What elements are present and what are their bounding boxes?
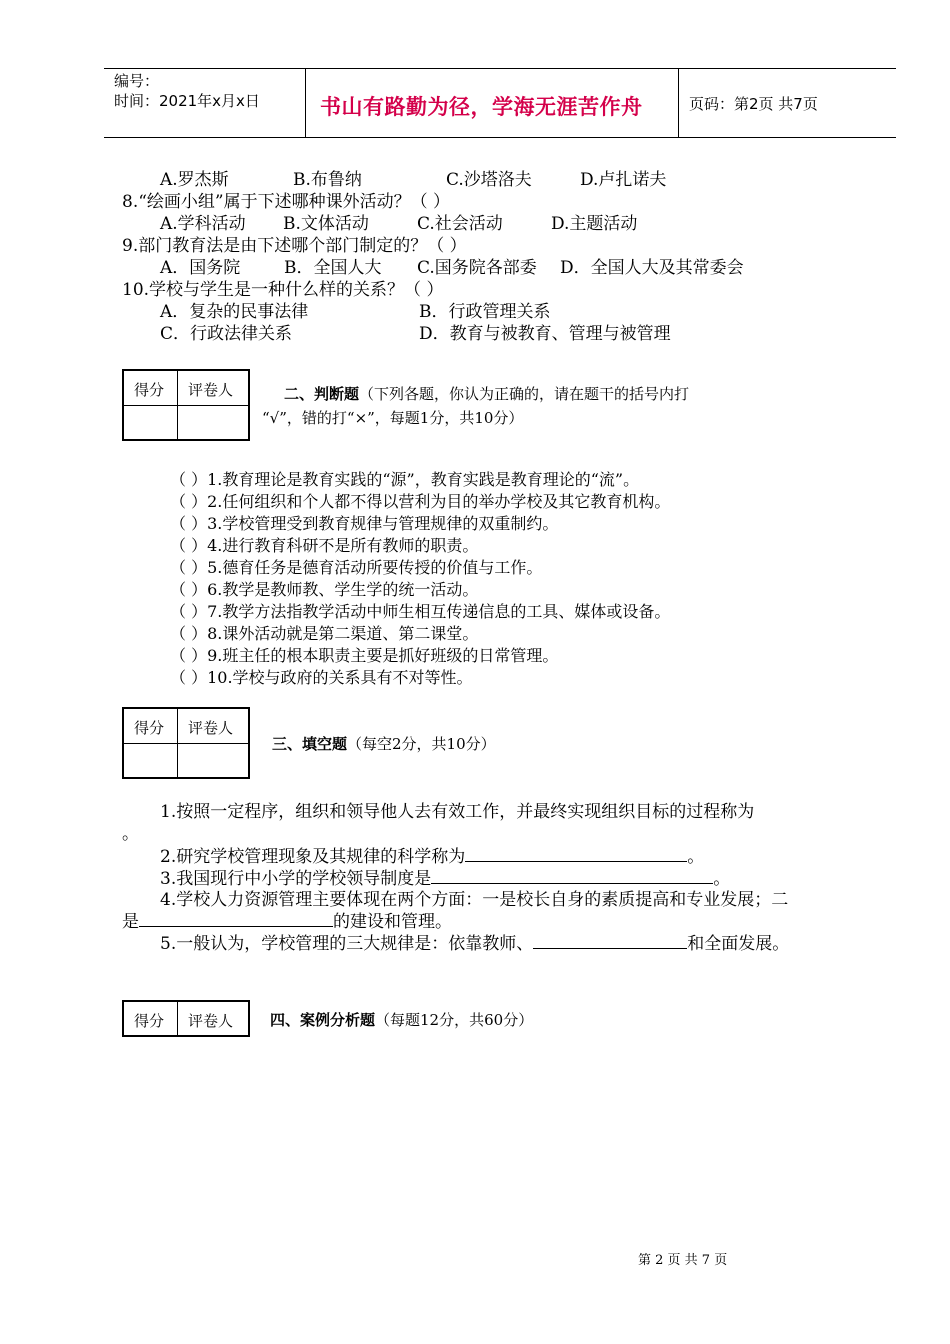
option: B．行政管理关系: [419, 302, 551, 322]
score-box: [122, 1000, 250, 1037]
section3-heading: [272, 733, 496, 755]
option: C．行政法律关系: [160, 324, 293, 344]
header-meta: [114, 71, 260, 111]
fill-item-2-text: 2.研究学校管理现象及其规律的科学称为: [160, 847, 466, 867]
header-divider: [305, 69, 306, 137]
true-false-item: （ ）10.学校与政府的关系具有不对等性。: [170, 668, 473, 687]
fill-item-1-end: 。: [122, 824, 139, 844]
true-false-item: （ ）2.任何组织和个人都不得以营利为目的举办学校及其它教育机构。: [170, 492, 671, 511]
true-false-item: （ ）3.学校管理受到教育规律与管理规律的双重制约。: [170, 514, 559, 533]
answer-blank[interactable]: [465, 846, 687, 862]
option: B.文体活动: [283, 214, 369, 234]
section3-title: 三、填空题: [272, 735, 348, 753]
page-footer: 第 2 页 共 7 页: [638, 1253, 728, 1268]
fill-item-1: 1.按照一定程序，组织和领导他人去有效工作，并最终实现组织目标的过程称为: [160, 802, 755, 822]
true-false-item: （ ）6.教学是教师教、学生学的统一活动。: [170, 580, 479, 599]
serial-label: 编号：: [114, 72, 160, 90]
score-label: 得分: [134, 381, 165, 399]
option: D.卢扎诺夫: [580, 170, 667, 190]
q8-stem: 8.“绘画小组”属于下述哪种课外活动？（ ）: [122, 192, 451, 212]
q10-stem: 10.学校与学生是一种什么样的关系？（ ）: [122, 280, 444, 300]
fill-item-4-cont: [122, 911, 452, 933]
option: D．全国人大及其常委会: [560, 258, 744, 278]
section4-note: （每题12分，共60分）: [375, 1011, 534, 1029]
time-label: 时间：2021年x月x日: [114, 92, 260, 110]
fill-item-5: [160, 933, 789, 955]
fill-item-4: 4.学校人力资源管理主要体现在两个方面：一是校长自身的素质提高和专业发展；二: [160, 890, 789, 910]
score-box-divider: [124, 743, 248, 744]
fill-item-2-end: 。: [687, 847, 705, 867]
score-box-divider: [124, 405, 248, 406]
fill-item-3: [160, 868, 730, 890]
option: B．全国人大: [284, 258, 382, 278]
option: A.罗杰斯: [160, 170, 229, 190]
grader-label: 评卷人: [188, 719, 234, 737]
fill-item-5-text: 5.一般认为，学校管理的三大规律是：依靠教师、: [160, 934, 534, 954]
grader-label: 评卷人: [188, 1012, 234, 1030]
option: A.学科活动: [160, 214, 246, 234]
section4-title: 四、案例分析题: [270, 1011, 376, 1029]
score-label: 得分: [134, 719, 165, 737]
section3-note: （每空2分，共10分）: [347, 735, 496, 753]
true-false-item: （ ）1.教育理论是教育实践的“源”，教育实践是教育理论的“流”。: [170, 470, 640, 489]
fill-item-2: [160, 846, 704, 868]
score-box-divider: [177, 1002, 178, 1035]
section2-title-line1: [284, 383, 689, 405]
fill-item-3-end: 。: [713, 869, 731, 889]
grader-label: 评卷人: [188, 381, 234, 399]
true-false-item: （ ）7.教学方法指教学活动中师生相互传递信息的工具、媒体或设备。: [170, 602, 671, 621]
section2-note-line2: “√”，错的打“×”，每题1分，共10分）: [262, 409, 524, 427]
fill-item-3-text: 3.我国现行中小学的学校领导制度是: [160, 869, 432, 889]
fill-item-4-end: 的建设和管理。: [333, 912, 452, 932]
option: D．教育与被教育、管理与被管理: [419, 324, 671, 344]
q9-stem: 9.部门教育法是由下述哪个部门制定的？（ ）: [122, 236, 467, 256]
section4-heading: [270, 1009, 533, 1031]
option: B.布鲁纳: [293, 170, 362, 190]
section2-title: 二、判断题: [284, 385, 360, 403]
score-box: [122, 707, 250, 779]
header-divider: [678, 69, 679, 137]
fill-item-4-text: 是: [122, 912, 139, 932]
option: C.国务院各部委: [417, 258, 537, 278]
score-label: 得分: [134, 1012, 165, 1030]
header-motto: 书山有路勤为径，学海无涯苦作舟: [320, 95, 643, 119]
fill-item-5-end: 和全面发展。: [687, 934, 790, 954]
answer-blank[interactable]: [431, 868, 713, 884]
true-false-item: （ ）5.德育任务是德育活动所要传授的价值与工作。: [170, 558, 543, 577]
true-false-item: （ ）4.进行教育科研不是所有教师的职责。: [170, 536, 479, 555]
option: C.社会活动: [417, 214, 503, 234]
answer-blank[interactable]: [533, 933, 687, 949]
header-page-label: 页码：第2页 共7页: [689, 95, 818, 113]
option: A．复杂的民事法律: [160, 302, 309, 322]
answer-blank[interactable]: [139, 911, 333, 927]
true-false-item: （ ）9.班主任的根本职责主要是抓好班级的日常管理。: [170, 646, 559, 665]
option: C.沙塔洛夫: [446, 170, 532, 190]
section2-note: （下列各题，你认为正确的，请在题干的括号内打: [359, 385, 690, 403]
document-header: [104, 68, 896, 138]
true-false-item: （ ）8.课外活动就是第二渠道、第二课堂。: [170, 624, 479, 643]
score-box: [122, 369, 250, 441]
option: D.主题活动: [551, 214, 638, 234]
option: A．国务院: [160, 258, 241, 278]
